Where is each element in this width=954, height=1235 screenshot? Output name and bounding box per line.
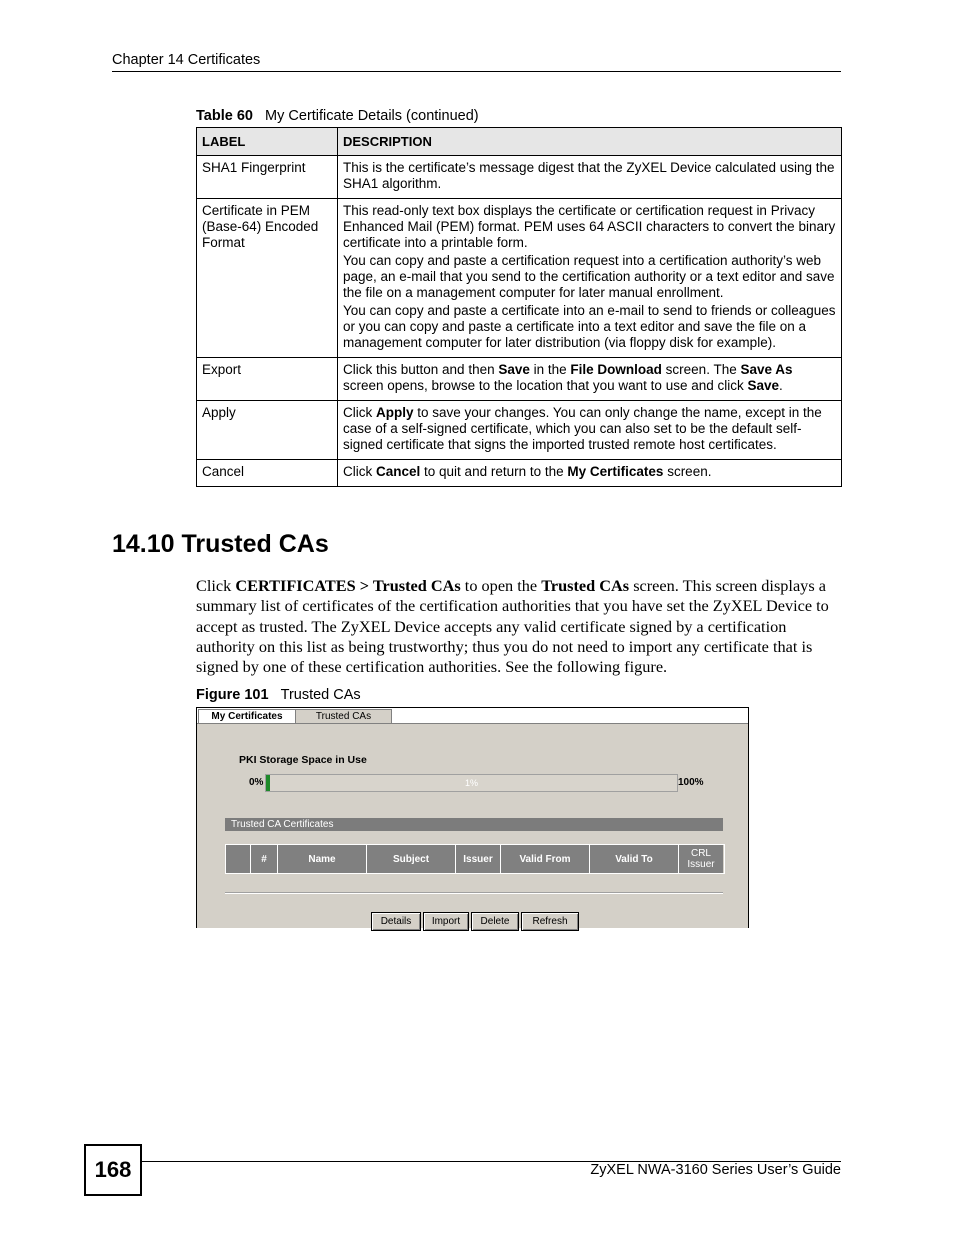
section-title: 14.10 Trusted CAs	[112, 530, 329, 558]
subject-column-header[interactable]: Subject	[367, 845, 456, 873]
row-label: SHA1 Fingerprint	[197, 156, 338, 199]
table-row	[197, 199, 842, 358]
table-caption-number: Table 60	[196, 108, 253, 124]
pki-storage-label: PKI Storage Space in Use	[239, 754, 367, 766]
certificate-details-table	[196, 127, 842, 487]
bold-term: Save As	[740, 362, 793, 377]
separator-line	[225, 892, 723, 894]
text-run: Click	[343, 405, 376, 420]
row-label: Apply	[197, 401, 338, 460]
description-paragraph: You can copy and paste a certification request into a certification authority’s web page, an e-mail that you send to the certification authority or a text editor and save the file on a management computer for later manual enrollment.	[343, 253, 835, 300]
name-column-header[interactable]: Name	[278, 845, 367, 873]
trusted-ca-certificates-header: Trusted CA Certificates	[225, 818, 723, 831]
pct-max-label: 100%	[678, 777, 704, 788]
row-label: Cancel	[197, 460, 338, 487]
table-row	[197, 358, 842, 401]
bold-term: Save	[498, 362, 530, 377]
row-description	[338, 460, 842, 487]
table-row	[197, 460, 842, 487]
description-column-header: DESCRIPTION	[338, 128, 842, 156]
section-body	[196, 576, 844, 677]
description-paragraph: You can copy and paste a certificate into an e-mail to send to friends or colleagues or you can copy and paste a certificate into a text editor and save the file on a management computer for later distribution (via floppy disk for example).	[343, 303, 836, 350]
header-rule	[112, 71, 841, 72]
text-run: to quit and return to the	[420, 464, 568, 479]
row-description: This is the certificate’s message digest that the ZyXEL Device calculated using the SHA1 algorithm.	[338, 156, 842, 199]
table-header-row	[197, 128, 842, 156]
text-run: Click	[196, 576, 236, 595]
issuer-column-header[interactable]: Issuer	[456, 845, 501, 873]
valid-to-column-header[interactable]: Valid To	[590, 845, 679, 873]
table-row	[197, 156, 842, 199]
table-caption	[196, 108, 479, 124]
certificates-table-header	[225, 844, 725, 874]
row-description	[338, 401, 842, 460]
text-run: screen. The	[661, 362, 741, 377]
bold-term: CERTIFICATES > Trusted CAs	[235, 576, 461, 595]
select-column-header	[226, 845, 251, 873]
text-run: to save your changes. You can only change the name, except in the case of a self-signed certificate, which you can also set to be the default self-signed certificate that signs the imported trusted remote host certificates.	[343, 405, 822, 452]
bold-term: My Certificates	[567, 464, 664, 479]
row-label: Certificate in PEM (Base-64) Encoded Format	[197, 199, 338, 358]
text-run: .	[779, 378, 783, 393]
details-button[interactable]: Details	[371, 912, 421, 931]
number-column-header: #	[251, 845, 278, 873]
chapter-header: Chapter 14 Certificates	[112, 52, 261, 68]
table-row	[197, 401, 842, 460]
crl-issuer-column-header[interactable]: CRL Issuer	[679, 845, 723, 873]
row-description	[338, 199, 842, 358]
text-run: Click this button and then	[343, 362, 499, 377]
storage-usage-bar	[265, 774, 678, 792]
table-caption-text: My Certificate Details (continued)	[265, 108, 479, 124]
bold-term: File Download	[570, 362, 662, 377]
figure-caption-number: Figure 101	[196, 687, 269, 703]
text-run: to open the	[460, 576, 542, 595]
refresh-button[interactable]: Refresh	[521, 912, 579, 931]
figure-caption	[196, 687, 361, 703]
delete-button[interactable]: Delete	[471, 912, 519, 931]
row-label: Export	[197, 358, 338, 401]
pct-min-label: 0%	[249, 777, 264, 788]
storage-usage-label: 1%	[464, 778, 478, 788]
text-run: screen.	[663, 464, 712, 479]
tab-trusted-cas[interactable]: Trusted CAs	[295, 709, 392, 723]
page-number: 168	[84, 1144, 142, 1196]
bold-term: Cancel	[376, 464, 421, 479]
bold-term: Apply	[376, 405, 414, 420]
bold-term: Save	[747, 378, 780, 393]
text-run: in the	[529, 362, 571, 377]
description-paragraph: This read-only text box displays the certificate or certification request in Privacy Enhanced Mail (PEM) format. PEM uses 64 ASCII characters to convert the binary certificate into a printable form.	[343, 203, 836, 250]
trusted-cas-screenshot	[196, 707, 749, 928]
trusted-cas-panel	[197, 723, 748, 928]
bold-term: Trusted CAs	[541, 576, 630, 595]
label-column-header: LABEL	[197, 128, 338, 156]
guide-title: ZyXEL NWA-3160 Series User’s Guide	[590, 1162, 841, 1178]
text-run: Click	[343, 464, 376, 479]
valid-from-column-header[interactable]: Valid From	[501, 845, 590, 873]
text-run: screen opens, browse to the location that you want to use and click	[343, 378, 748, 393]
text-run: screen. This screen displays a summary list of certificates of the certification authorities that you have set the ZyXEL Device to accept as trusted. The ZyXEL Device accepts any valid certificate signed by a certification authority on this list as being trustworthy; thus you do not need to import any certificate that is signed by one of these certification authorities. See the following figure.	[196, 576, 829, 677]
import-button[interactable]: Import	[423, 912, 469, 931]
figure-caption-text: Trusted CAs	[280, 687, 361, 703]
tab-my-certificates[interactable]: My Certificates	[198, 709, 296, 723]
row-description	[338, 358, 842, 401]
